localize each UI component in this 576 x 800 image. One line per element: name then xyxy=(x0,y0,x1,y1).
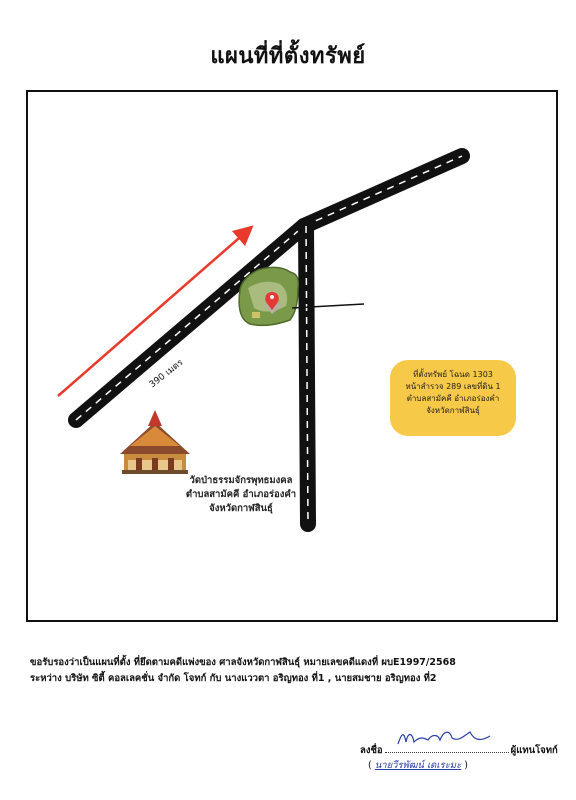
road-upper-right xyxy=(304,156,462,226)
temple-province: จังหวัดกาฬสินธุ์ xyxy=(209,503,273,514)
callout-line: ที่ตั้งทรัพย์ โฉนด 1303 xyxy=(413,370,493,379)
signature-row xyxy=(360,742,558,758)
callout-line: หน้าสำรวจ 289 เลขที่ดิน 1 xyxy=(405,382,501,391)
temple-label xyxy=(156,474,326,516)
signature-line xyxy=(385,742,509,753)
map-frame xyxy=(26,90,558,622)
callout-line: จังหวัดกาฬสินธุ์ xyxy=(426,406,480,415)
name-open-paren: ( xyxy=(368,760,372,771)
certification-text xyxy=(30,655,550,687)
property-callout xyxy=(390,360,516,436)
page-title: แผนที่ที่ตั้งทรัพย์ xyxy=(210,44,366,69)
certification-line-1: ขอรับรองว่าเป็นแผนที่ตั้ง ที่ยึดตามคดีแพ่งของ ศาลจังหวัดกาฬสินธุ์ หมายเลขคดีแดงที่ ผบE1997/2568 xyxy=(30,657,456,668)
arrow-icon xyxy=(58,232,246,396)
signature-prefix: ลงชื่อ xyxy=(360,745,383,756)
temple-name: วัดป่าธรรมจักรพุทธมงคล xyxy=(189,475,293,486)
certification-line-2: ระหว่าง บริษัท ซิตี้ คอลเลคชั่น จำกัด โจทก์ กับ นางแววตา อริญทอง ที่1 , นายสมชาย อริญทอง ที่2 xyxy=(30,673,437,684)
temple-subdistrict: ตำบลสามัคคี อำเภอร่องคำ xyxy=(185,489,297,500)
distance-label: 390 เมตร xyxy=(147,357,186,391)
map-canvas xyxy=(28,92,556,620)
name-close-paren: ) xyxy=(464,760,468,771)
temple-icon xyxy=(120,410,190,474)
signer-name-row xyxy=(368,758,468,773)
signer-name: นายวีรพัฒน์ เดเระมะ xyxy=(374,760,462,771)
callout-line: ตำบลสามัคคี อำเภอร่องคำ xyxy=(406,394,500,403)
signature-suffix: ผู้แทนโจทก์ xyxy=(510,745,558,756)
